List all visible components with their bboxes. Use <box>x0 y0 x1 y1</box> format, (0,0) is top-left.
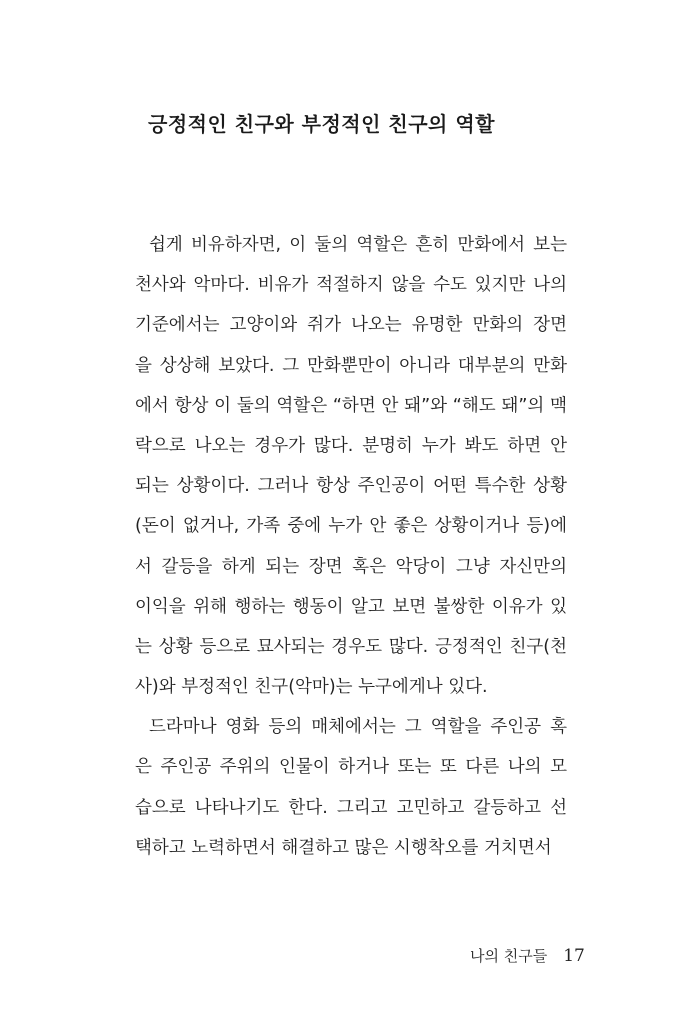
text-line: 을 상상해 보았다. 그 만화뿐만이 아니라 대부분의 만화 <box>135 355 567 376</box>
text-line: 쉽게 비유하자면, 이 둘의 역할은 흔히 만화에서 보는 <box>149 235 567 255</box>
text-line: 기준에서는 고양이와 쥐가 나오는 유명한 만화의 장면 <box>135 315 567 336</box>
text-line: 락으로 나오는 경우가 많다. 분명히 누가 봐도 하면 안 <box>135 435 567 456</box>
running-chapter-title: 나의 친구들 <box>470 947 548 965</box>
page-number: 17 <box>563 946 585 966</box>
text-line: 는 상황 등으로 묘사되는 경우도 많다. 긍정적인 친구(천 <box>135 636 567 657</box>
page-footer <box>470 945 585 966</box>
text-line: 천사와 악마다. 비유가 적절하지 않을 수도 있지만 나의 <box>135 275 567 296</box>
section-title: 긍정적인 친구와 부정적인 친구의 역할 <box>148 112 495 136</box>
text-line: 사)와 부정적인 친구(악마)는 누구에게나 있다. <box>135 677 488 698</box>
text-line: (돈이 없거나, 가족 중에 누가 안 좋은 상황이거나 등)에 <box>135 516 567 537</box>
text-line: 에서 항상 이 둘의 역할은 “하면 안 돼”와 “해도 돼”의 맥 <box>135 395 567 416</box>
text-line: 은 주인공 주위의 인물이 하거나 또는 또 다른 나의 모 <box>135 757 567 778</box>
paragraph <box>135 225 567 707</box>
text-line: 서 갈등을 하게 되는 장면 혹은 악당이 그냥 자신만의 <box>135 556 567 577</box>
text-line: 이익을 위해 행하는 행동이 알고 보면 불쌍한 이유가 있 <box>135 596 567 617</box>
text-line: 되는 상황이다. 그러나 항상 주인공이 어떤 특수한 상황 <box>135 476 567 497</box>
text-line: 택하고 노력하면서 해결하고 많은 시행착오를 거치면서 <box>135 837 552 858</box>
text-line: 습으로 나타나기도 한다. 그리고 고민하고 갈등하고 선 <box>135 797 567 818</box>
paragraph <box>135 707 567 868</box>
body-text <box>135 225 567 868</box>
text-line: 드라마나 영화 등의 매체에서는 그 역할을 주인공 혹 <box>149 717 567 738</box>
